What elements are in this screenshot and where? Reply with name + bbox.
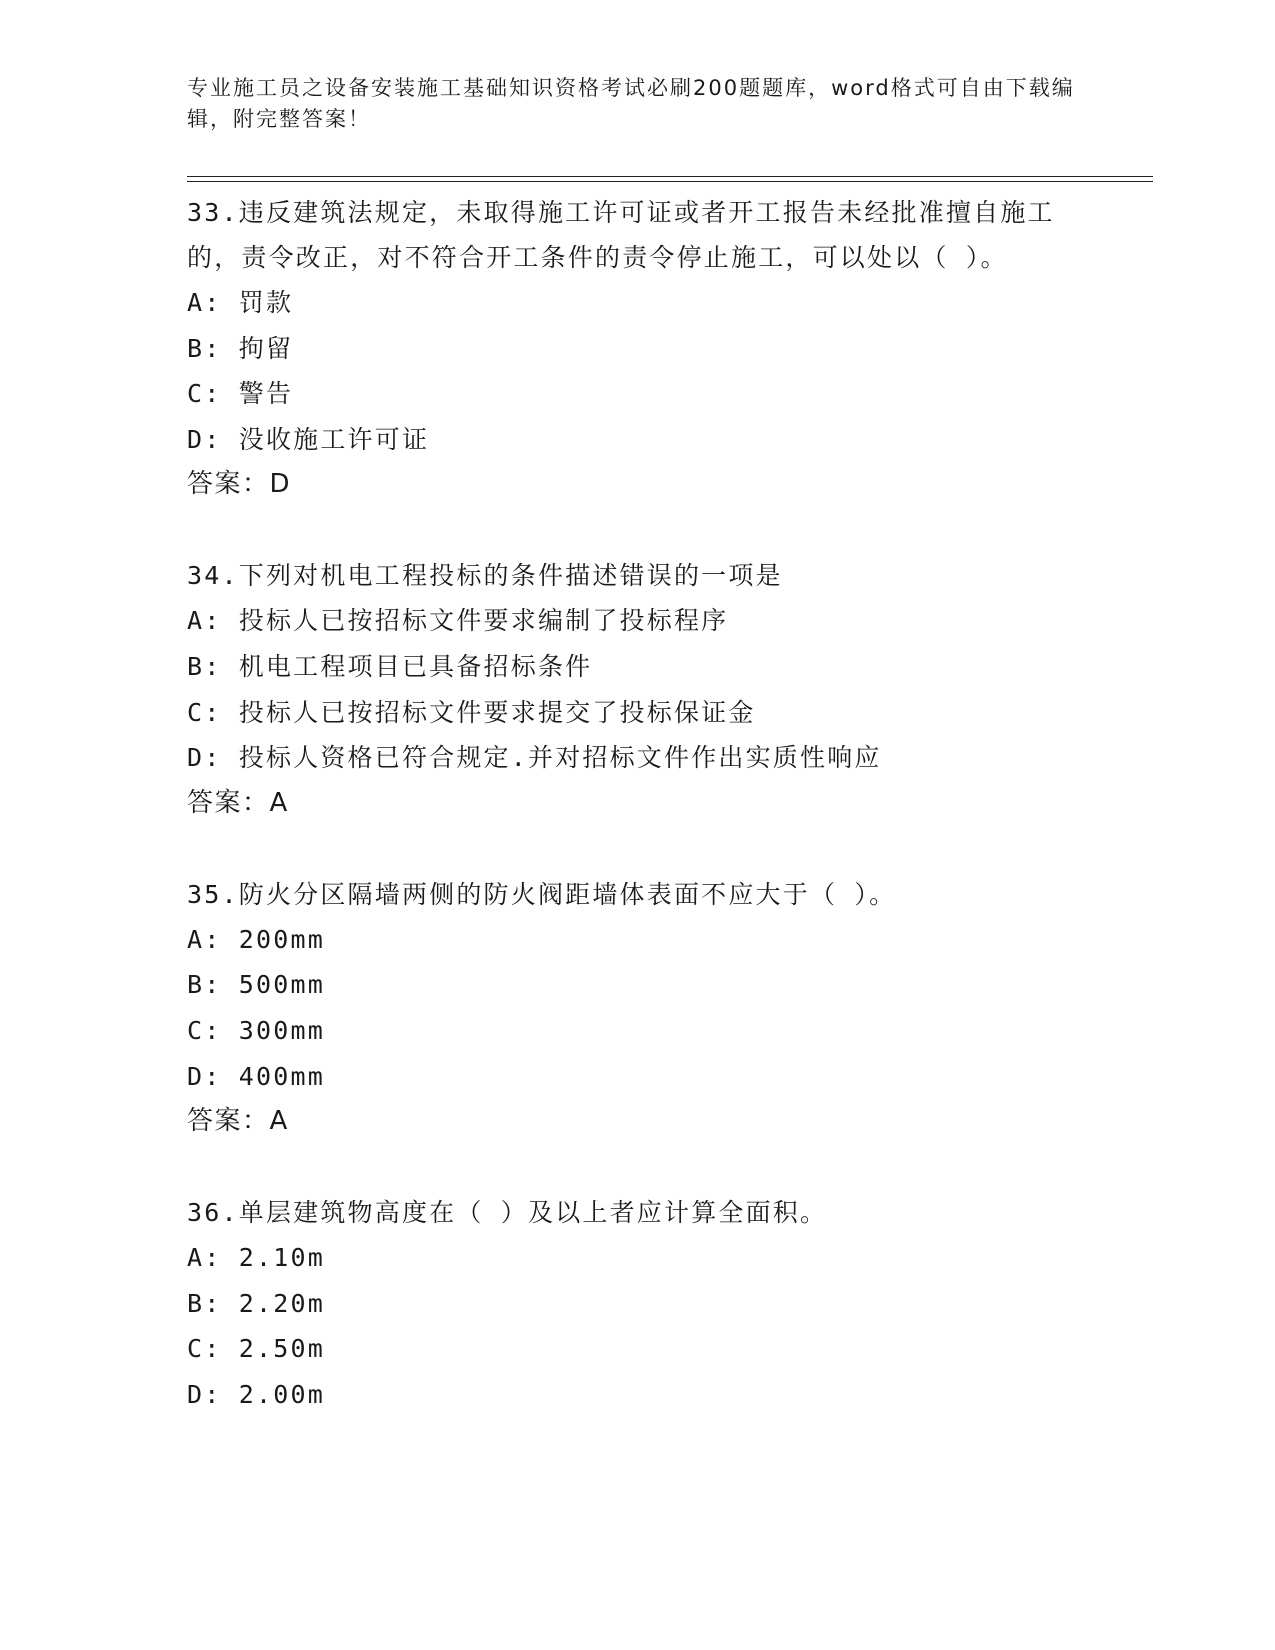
option-d: D: 400mm	[187, 1061, 326, 1091]
option-a: A: 2.10m	[187, 1243, 326, 1273]
option-d: D: 投标人资格已符合规定.并对招标文件作出实质性响应	[187, 743, 882, 773]
question-list	[187, 190, 1087, 1464]
option-c: C: 投标人已按招标文件要求提交了投标保证金	[187, 697, 756, 727]
option-b: B: 500mm	[187, 970, 326, 1000]
question-34	[187, 553, 1087, 825]
option-d: D: 2.00m	[187, 1379, 326, 1409]
option-c: C: 2.50m	[187, 1334, 326, 1364]
answer-label: 答案：D	[187, 469, 292, 500]
question-stem: 36.单层建筑物高度在（ ）及以上者应计算全面积。	[187, 1198, 828, 1228]
option-a: A: 投标人已按招标文件要求编制了投标程序	[187, 606, 729, 636]
question-stem: 33.违反建筑法规定，未取得施工许可证或者开工报告未经批准擅自施工的，责令改正，对不符合开工条件的责令停止施工，可以处以（ ）。	[187, 198, 1055, 272]
option-a: A: 罚款	[187, 288, 294, 317]
answer-label: 答案：A	[187, 1106, 289, 1137]
option-a: A: 200mm	[187, 924, 326, 954]
question-33	[187, 190, 1087, 507]
option-c: C: 警告	[187, 379, 294, 409]
question-35	[187, 872, 1087, 1144]
question-stem: 34.下列对机电工程投标的条件描述错误的一项是	[187, 561, 783, 591]
option-b: B: 拘留	[187, 333, 294, 363]
header-rule-bottom	[187, 181, 1153, 182]
answer-label: 答案：A	[187, 787, 289, 818]
document-header: 专业施工员之设备安装施工基础知识资格考试必刷200题题库，word格式可自由下载编辑，附完整答案！	[187, 76, 1075, 131]
option-c: C: 300mm	[187, 1015, 326, 1045]
header-rule-top	[187, 176, 1153, 177]
option-b: B: 2.20m	[187, 1288, 326, 1318]
option-b: B: 机电工程项目已具备招标条件	[187, 651, 593, 681]
option-d: D: 没收施工许可证	[187, 424, 430, 454]
question-36	[187, 1190, 1087, 1417]
question-stem: 35.防火分区隔墙两侧的防火阀距墙体表面不应大于（ ）。	[187, 879, 897, 909]
